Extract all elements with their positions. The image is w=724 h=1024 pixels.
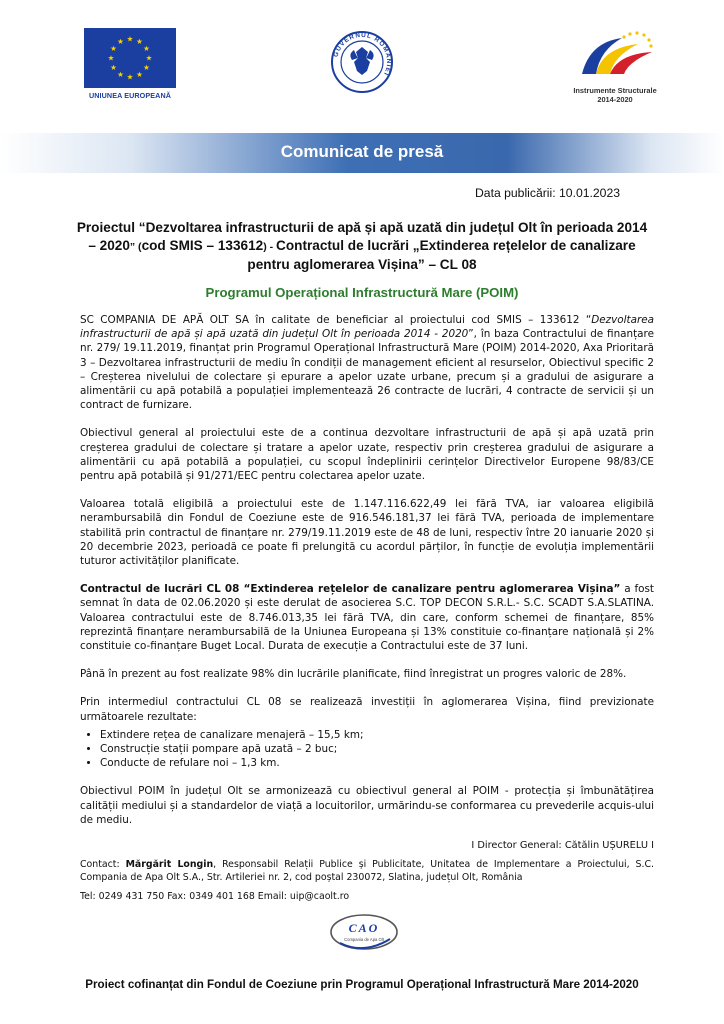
structural-instruments-caption: [560, 86, 670, 104]
cao-logo-text: CAO: [348, 921, 380, 935]
press-release-banner: [0, 133, 724, 173]
eu-star-icon: ★: [107, 53, 115, 63]
contact-details: [80, 858, 654, 884]
paragraph-value: Valoarea totală eligibilă a proiectului este de 1.147.116.622,49 lei fără TVA, iar valoarea eligibilă nerambursabilă din Fondul de Coeziune este de 916.546.181,37 lei fără TVA, perioada de implementare stabilită prin contractul de finanțare nr. 279/19.11.2019 este de 48 de luni, respectiv între 20 ianuarie 2020 și 20 decembrie 2023, perioadă ce poate fi prelungită cu acordul părților, în funcție de evoluția implementării tuturor activităților planificate.: [80, 498, 654, 568]
structural-instruments-icon: [560, 28, 670, 82]
eu-star-icon: ★: [143, 63, 150, 73]
paragraph-investments: Prin intermediul contractului CL 08 se realizează investiții în aglomerarea Vișina, fiind previzionate următoarele rezultate:: [80, 696, 654, 723]
cao-logo-subtitle: Compania de Apa Olt: [344, 937, 384, 942]
headline-separator: ) -: [263, 240, 277, 253]
paragraph-objective: Obiectivul general al proiectului este de a continua dezvoltare infrastructurii de apă și apă uzată prin creșterea gradului de colectare și tratare a apelor uzate, respectiv prin creșterea gradului de asigurare a alimentării cu apă potabilă a populației, cu scopul îndeplinirii cerințelor Directivelor Europene 98/83/CE pentru apă potabilă și 91/271/EEC pentru colectarea apelor uzate.: [80, 427, 654, 483]
eu-star-icon: ★: [136, 37, 143, 47]
publication-date-label: Data publicării:: [475, 186, 556, 200]
eu-star-icon: ★: [117, 37, 124, 47]
p4-text: a fost semnat în data de 02.06.2020 și este derulat de asocierea S.C. TOP DECON S.R.L.- S.C. SCADT S.A.SLATINA. Valoarea contractului este de 8.746.013,35 lei fără TVA, din care, conform schemei de finanțare, 85% reprezintă finanțare nerambursabilă de la Uniunea Europeana și 13% constituie co-finanțare națională și 2% constituie co-finanțare Buget Local. Durata de execuție a Contractului este de 37 luni.: [80, 583, 654, 653]
eu-star-icon: ★: [136, 70, 143, 80]
paragraph-poim-objective: Obiectivul POIM în județul Olt se armonizează cu obiectivul general al POIM - protecția și îmbunătățirea calității mediului și a standardelor de viață a locuitorilor, urmărindu-se conformarea cu prevederile acquis-ului de mediu.: [80, 785, 654, 826]
list-item: • Conducte de refulare noi – 1,3 km.: [100, 756, 654, 770]
list-item: • Extindere rețea de canalizare menajeră – 15,5 km;: [100, 728, 654, 742]
headline-contract: Contractul de lucrări „Extinderea rețelelor de canalizare pentru aglomerarea Vișina” – CL 08: [247, 237, 636, 272]
p1-text-a: SC COMPANIA DE APĂ OLT SA în calitate de beneficiar al proiectului cod SMIS – 133612 “: [80, 314, 592, 326]
paragraph-beneficiary: [80, 313, 654, 412]
government-seal-icon: [330, 30, 394, 94]
contact-block: [80, 858, 654, 909]
eu-star-icon: ★: [110, 44, 117, 54]
contact-name: Mărgărit Longin: [125, 859, 214, 870]
paragraph-progress: Până în prezent au fost realizate 98% din lucrările planificate, fiind înregistrat un progres valoric de 28%.: [80, 668, 627, 681]
p1-text-c: ”, în baza Contractului de finanțare nr. 279/ 19.11.2019, finanțat prin Programul Operațional Infrastructură Mare (POIM) 2014-2020, Axa Prioritară 3 – Dezvoltarea infrastructurii de mediu în condiții de management eficient al resurselor, Obiectivul specific 2 – Creșterea nivelului de colectare și epurare a apelor uzate urbane, precum și a gradului de asigurare a alimentării cu apă potabilă a populației implementează 26 contracte de lucrări, 4 contracte de servicii și un contract de furnizare.: [80, 328, 654, 412]
contact-label: Contact:: [80, 859, 126, 870]
is-caption-line2: 2014-2020: [597, 95, 633, 104]
is-caption-line1: Instrumente Structurale: [573, 86, 657, 95]
eu-star-icon: ★: [110, 63, 117, 73]
eu-star-icon: ★: [117, 70, 124, 80]
eu-star-icon: ★: [126, 34, 134, 44]
list-item: • Construcție stații pompare apă uzată – 2 buc;: [100, 742, 654, 756]
headline-part1: Proiectul “Dezvoltarea infrastructurii de apă și apă uzată din județul Olt în perioada 2014 – 2020: [76, 220, 648, 253]
headline: [72, 219, 652, 274]
headline-quote-close: ” (: [129, 240, 142, 253]
eu-star-icon: ★: [126, 72, 134, 82]
article-body: [80, 313, 654, 841]
contact-phones: Tel: 0249 431 750 Fax: 0349 401 168 Email: uip@caolt.ro: [80, 891, 350, 902]
eu-caption: UNIUNEA EUROPEANĂ: [88, 91, 172, 100]
cao-logo-icon: [328, 911, 400, 955]
eu-logo: [84, 28, 176, 100]
p1-project-title: Dezvoltarea infrastructurii de apă și apă uzată din județul Olt în perioada 2014 - 2020: [80, 314, 654, 341]
eu-flag-icon: [84, 28, 176, 88]
director-signature: I Director General: Cătălin UȘURELU I: [471, 840, 654, 851]
structural-instruments-logo: [560, 28, 670, 104]
publication-date-value: 10.01.2023: [559, 186, 621, 200]
paragraph-contract: [80, 582, 654, 653]
headline-smis-code: cod SMIS – 133612: [141, 237, 264, 253]
publication-date: [475, 186, 620, 200]
results-list: [80, 728, 654, 771]
contact-info: , Responsabil Relații Publice și Publicitate, Unitatea de Implementare a Proiectului, S.C. Compania de Apa Olt S.A., Str. Artileriei nr. 2, cod poștal 230072, Slatina, județul Olt, România: [80, 859, 654, 883]
eu-star-icon: ★: [145, 53, 153, 63]
gov-ring-text: GUVERNUL ROMÂNIEI: [332, 31, 393, 77]
cofinancing-footer: Proiect cofinanțat din Fondul de Coeziune prin Programul Operațional Infrastructură Mare 2014-2020: [85, 978, 639, 991]
eu-star-icon: ★: [143, 44, 150, 54]
banner-title: Comunicat de presă: [280, 142, 444, 161]
p4-contract-title: Contractul de lucrări CL 08 “Extinderea rețelelor de canalizare pentru aglomerarea Vișina”: [80, 583, 621, 596]
program-title: Programul Operațional Infrastructură Mare (POIM): [205, 285, 519, 300]
